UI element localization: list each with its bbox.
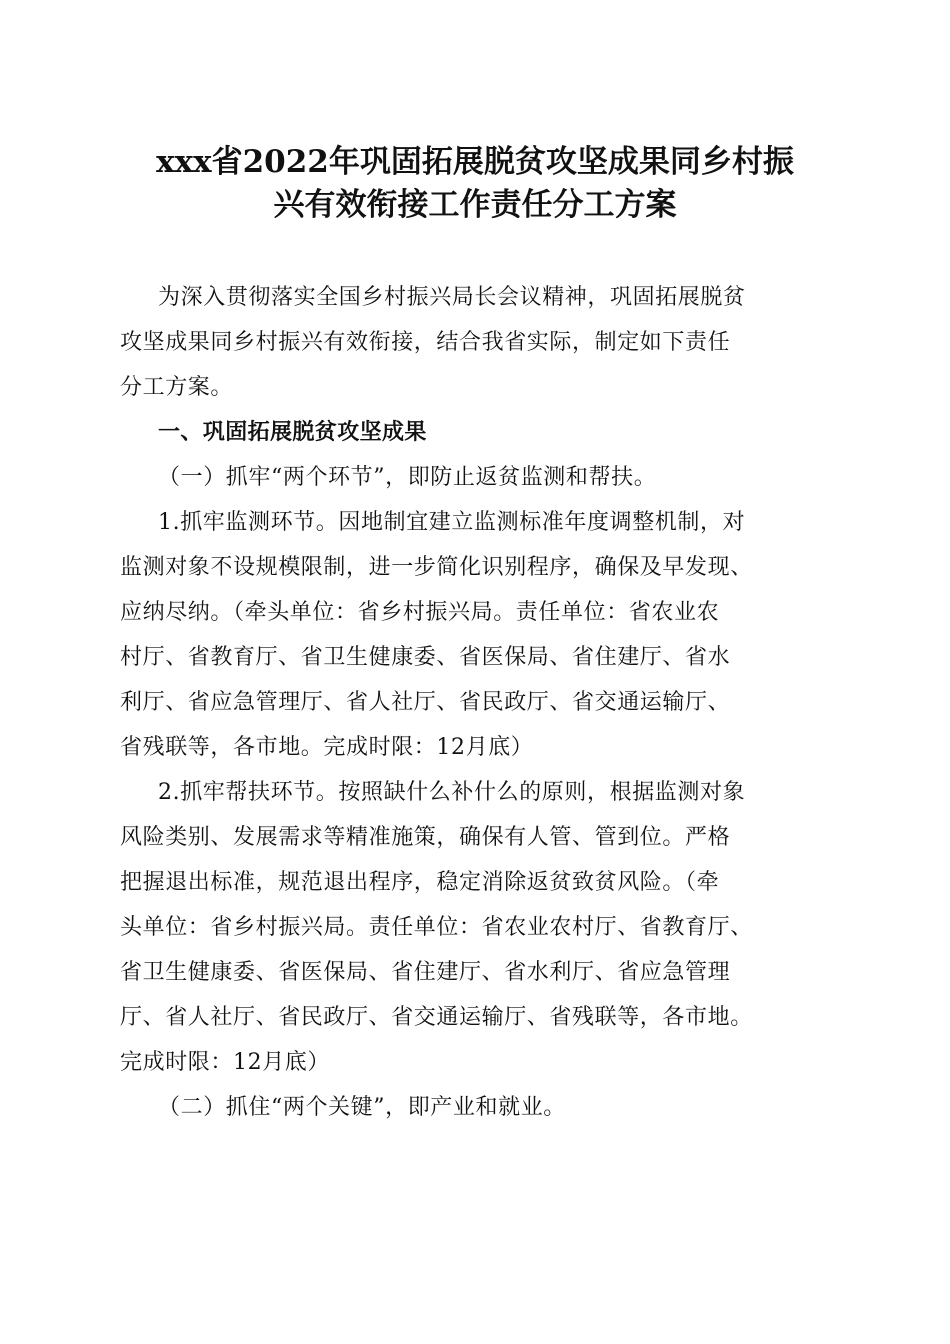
item-2-line-7: 完成时限：12月底）	[120, 1050, 330, 1075]
intro-line-1: 为深入贯彻落实全国乡村振兴局长会议精神，巩固拓展脱贫	[158, 285, 746, 310]
intro-line-2: 攻坚成果同乡村振兴有效衔接，结合我省实际，制定如下责任	[120, 330, 731, 355]
section-1-heading: 一、巩固拓展脱贫攻坚成果	[158, 420, 427, 445]
item-2-line-2: 风险类别、发展需求等精准施策，确保有人管、管到位。严格	[120, 825, 731, 850]
item-1-line-5: 利厅、省应急管理厅、省人社厅、省民政厅、省交通运输厅、	[120, 690, 731, 715]
item-1-line-2: 监测对象不设规模限制，进一步简化识别程序，确保及早发现、	[120, 555, 753, 580]
item-1-line-6: 省残联等，各市地。完成时限：12月底）	[120, 735, 534, 760]
subsection-2-heading: （二）抓住“两个关键”，即产业和就业。	[158, 1095, 566, 1120]
item-1-line-4: 村厅、省教育厅、省卫生健康委、省医保局、省住建厅、省水	[120, 645, 731, 670]
item-2-line-5: 省卫生健康委、省医保局、省住建厅、省水利厅、省应急管理	[120, 960, 731, 985]
item-1-line-3: 应纳尽纳。（牵头单位：省乡村振兴局。责任单位：省农业农	[120, 600, 720, 625]
document-title-line-2: 兴有效衔接工作责任分工方案	[273, 187, 677, 223]
item-1-line-1: 1.抓牢监测环节。因地制宜建立监测标准年度调整机制，对	[158, 510, 746, 535]
item-2-line-3: 把握退出标准，规范退出程序，稳定消除返贫致贫风险。（牵	[120, 870, 720, 895]
item-2-line-4: 头单位：省乡村振兴局。责任单位：省农业农村厅、省教育厅、	[120, 915, 753, 940]
item-2-line-6: 厅、省人社厅、省民政厅、省交通运输厅、省残联等，各市地。	[120, 1005, 753, 1030]
document-title-line-1: xxx省2022年巩固拓展脱贫攻坚成果同乡村振	[156, 144, 794, 180]
intro-line-3: 分工方案。	[120, 375, 234, 400]
item-2-line-1: 2.抓牢帮扶环节。按照缺什么补什么的原则，根据监测对象	[158, 780, 746, 805]
subsection-1-heading: （一）抓牢“两个环节”，即防止返贫监测和帮扶。	[158, 465, 657, 490]
